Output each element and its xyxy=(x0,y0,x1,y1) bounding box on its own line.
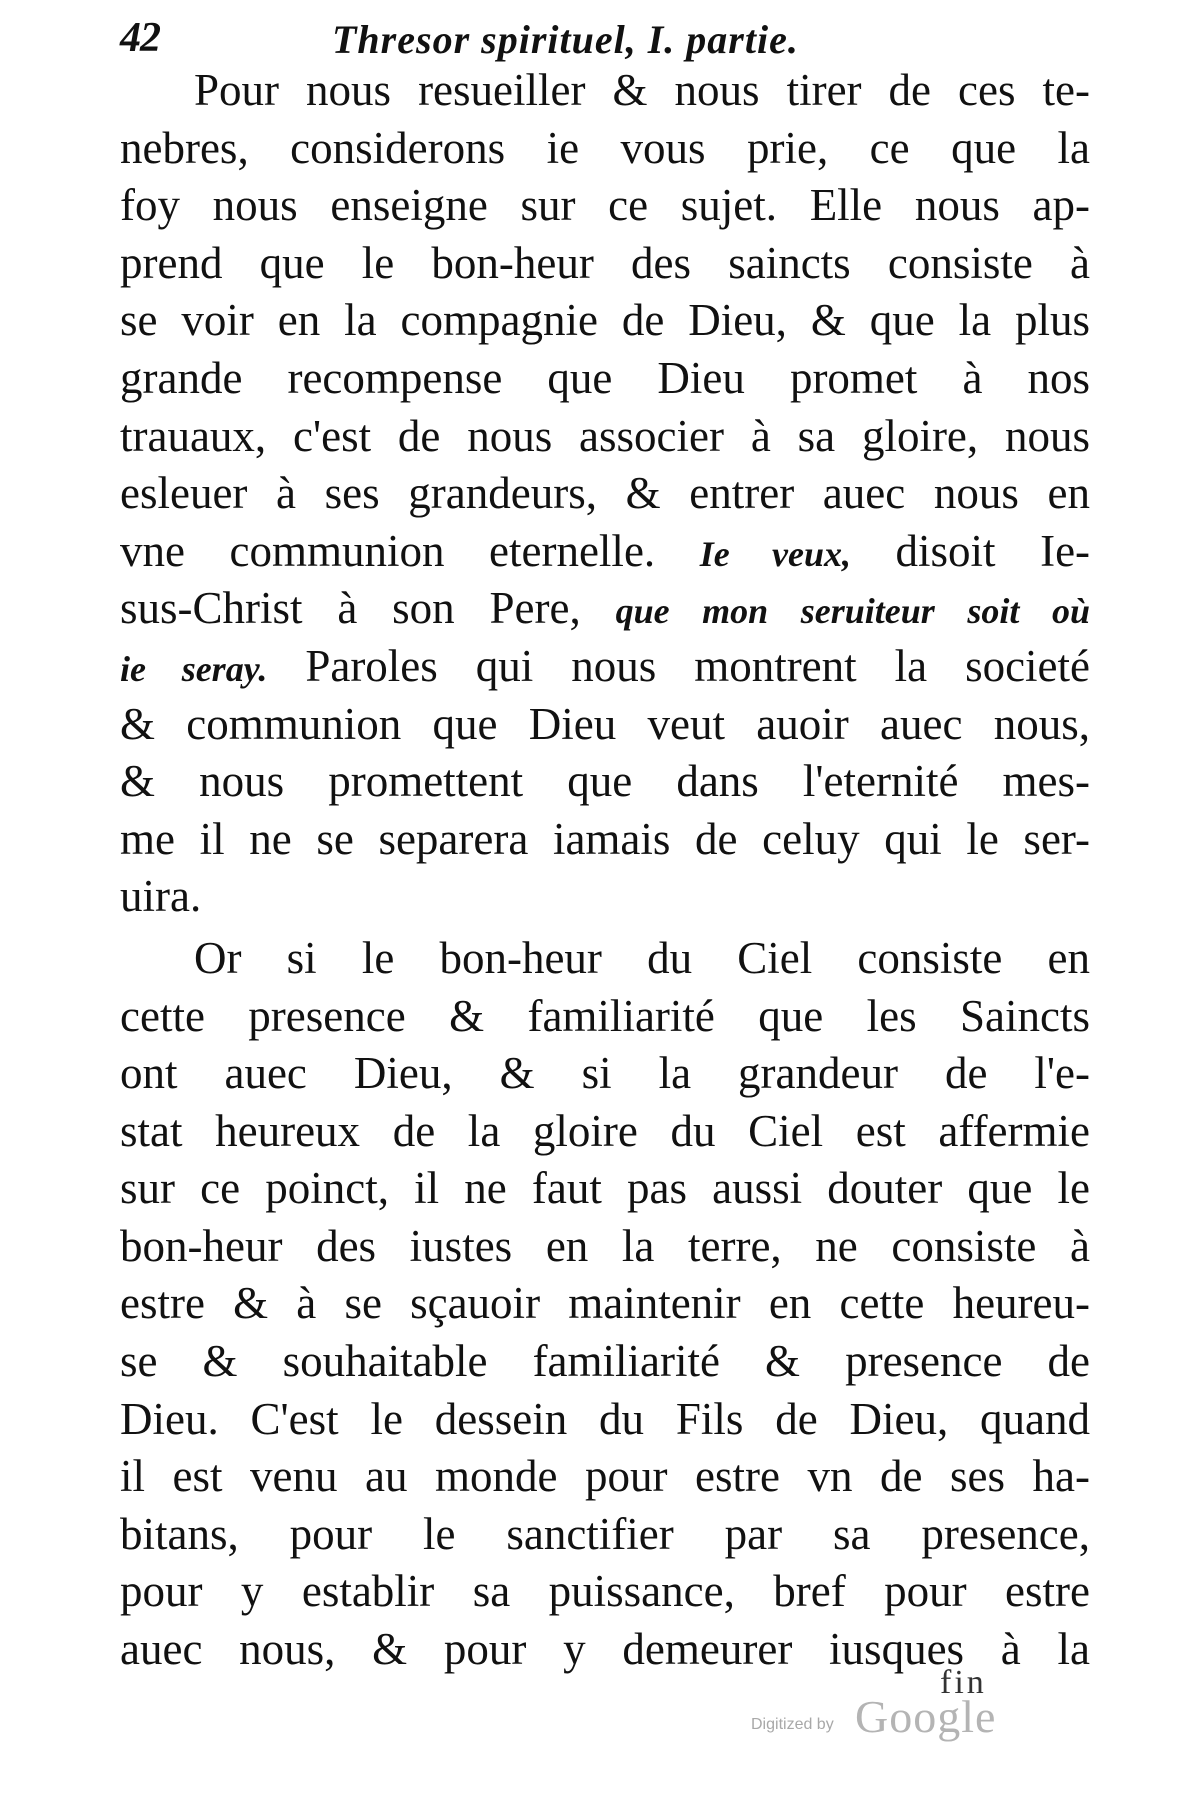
digitized-by-google-watermark xyxy=(751,1690,1011,1750)
google-logo: Google xyxy=(855,1691,997,1742)
text-line: trauaux, c'est de nous associer à sa gloire, nous xyxy=(120,410,1090,461)
running-title: Thresor spirituel, I. partie. xyxy=(332,17,799,62)
text-line: prend que le bon-heur des saincts consiste à xyxy=(120,237,1090,288)
text-line: foy nous enseigne sur ce sujet. Elle nous ap- xyxy=(120,180,1090,231)
text-line: Or si le bon-heur du Ciel consiste en xyxy=(194,932,1090,983)
text-run: disoit Ie- xyxy=(895,525,1091,576)
text-line: pour y establir sa puissance, bref pour estre xyxy=(120,1566,1090,1617)
text-run: Paroles qui nous montrent la societé xyxy=(305,640,1090,691)
quote-ie-seray: ie seray. xyxy=(120,648,268,689)
text-line: bitans, pour le sanctifier par sa presence, xyxy=(120,1508,1090,1559)
quote-je-veux: Ie veux, xyxy=(699,533,851,574)
text-line: nebres, considerons ie vous prie, ce que la xyxy=(120,122,1090,173)
text-line: grande recompense que Dieu promet à nos xyxy=(120,352,1090,403)
digitized-by-label: Digitized by xyxy=(751,1716,834,1733)
quote-serviteur: que mon seruiteur soit où xyxy=(615,591,1091,632)
text-run: vne communion eternelle. xyxy=(120,525,656,576)
running-head xyxy=(120,14,1080,62)
text-run: sus-Christ à son Pere, xyxy=(120,583,581,634)
text-line: & nous promettent que dans l'eternité mes- xyxy=(120,756,1090,807)
page-number: 42 xyxy=(120,15,160,61)
text-line: auec nous, & pour y demeurer iusques à la xyxy=(120,1624,1090,1675)
text-line-with-quote xyxy=(120,523,1090,581)
text-line: esleuer à ses grandeurs, & entrer auec nous en xyxy=(120,468,1090,519)
text-line: bon-heur des iustes en la terre, ne consiste à xyxy=(120,1220,1090,1271)
text-line: cette presence & familiarité que les Saincts xyxy=(120,990,1090,1041)
text-line: estre & à se sçauoir maintenir en cette heureu- xyxy=(120,1278,1090,1329)
text-line: me il ne se separera iamais de celuy qui le ser- xyxy=(120,813,1090,864)
text-line: se voir en la compagnie de Dieu, & que la plus xyxy=(120,295,1090,346)
text-line: se & souhaitable familiarité & presence de xyxy=(120,1336,1090,1387)
text-line-with-quote xyxy=(120,580,1090,638)
text-line: Dieu. C'est le dessein du Fils de Dieu, quand xyxy=(120,1393,1090,1444)
text-line: sur ce poinct, il ne faut pas aussi douter que le xyxy=(120,1163,1090,1214)
text-line: stat heureux de la gloire du Ciel est affermie xyxy=(120,1105,1090,1156)
text-line: Pour nous resueiller & nous tirer de ces te- xyxy=(194,65,1090,115)
text-line: uira. xyxy=(120,871,202,922)
text-line-with-quote xyxy=(120,638,1090,696)
text-line: il est venu au monde pour estre vn de ses ha- xyxy=(120,1451,1090,1502)
body-text xyxy=(120,62,1090,1679)
catchword: fin xyxy=(940,1664,987,1701)
text-line: ont auec Dieu, & si la grandeur de l'e- xyxy=(120,1048,1090,1099)
text-line: & communion que Dieu veut auoir auec nous, xyxy=(120,698,1090,749)
